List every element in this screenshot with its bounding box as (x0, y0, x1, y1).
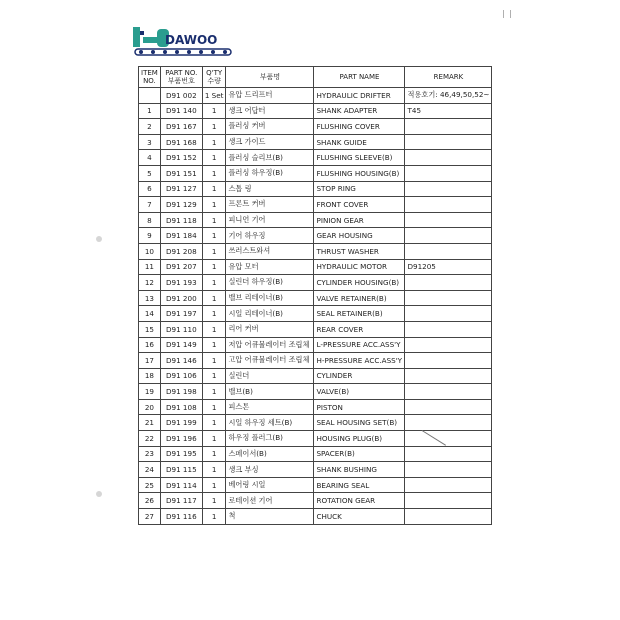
remark-cell (405, 228, 492, 244)
item-no-cell: 20 (139, 399, 161, 415)
table-row (139, 150, 492, 166)
header-remark: REMARK (405, 67, 492, 88)
table-row (139, 88, 492, 104)
item-no-cell: 10 (139, 243, 161, 259)
qty-cell: 1 (202, 321, 226, 337)
remark-cell (405, 399, 492, 415)
korean-name-cell: 밸브 리테이너(B) (226, 290, 314, 306)
part-name-cell: CHUCK (314, 509, 405, 525)
qty-cell: 1 (202, 462, 226, 478)
table-row (139, 431, 492, 447)
table-row (139, 399, 492, 415)
remark-cell (405, 275, 492, 291)
table-row (139, 384, 492, 400)
part-name-cell: SPACER(B) (314, 446, 405, 462)
item-no-cell: 14 (139, 306, 161, 322)
item-no-cell: 19 (139, 384, 161, 400)
part-name-cell: VALVE(B) (314, 384, 405, 400)
korean-name-cell: 섕크 어답터 (226, 103, 314, 119)
part-name-cell: HOUSING PLUG(B) (314, 431, 405, 447)
korean-name-cell: 스톱 링 (226, 181, 314, 197)
table-row (139, 462, 492, 478)
item-no-cell: 2 (139, 119, 161, 135)
qty-cell: 1 Set (202, 88, 226, 104)
part-name-cell: L-PRESSURE ACC.ASS'Y (314, 337, 405, 353)
remark-cell (405, 368, 492, 384)
item-no-cell: 21 (139, 415, 161, 431)
table-row (139, 275, 492, 291)
punch-hole (96, 236, 102, 242)
korean-name-cell: 고압 어큐뮬레이터 조립체 (226, 353, 314, 369)
item-no-cell: 4 (139, 150, 161, 166)
korean-name-cell: 유압 모터 (226, 259, 314, 275)
qty-cell: 1 (202, 415, 226, 431)
qty-cell: 1 (202, 477, 226, 493)
item-no-cell: 7 (139, 197, 161, 213)
table-row (139, 493, 492, 509)
part-name-cell: FLUSHING HOUSING(B) (314, 165, 405, 181)
korean-name-cell: 스페이서(B) (226, 446, 314, 462)
table-row (139, 228, 492, 244)
remark-cell (405, 353, 492, 369)
table-row (139, 119, 492, 135)
part-no-cell: D91 198 (160, 384, 202, 400)
punch-hole (96, 491, 102, 497)
part-name-cell: FRONT COVER (314, 197, 405, 213)
qty-cell: 1 (202, 181, 226, 197)
part-name-cell: H-PRESSURE ACC.ASS'Y (314, 353, 405, 369)
korean-name-cell: 피스톤 (226, 399, 314, 415)
table-row (139, 306, 492, 322)
item-no-cell: 17 (139, 353, 161, 369)
remark-cell (405, 243, 492, 259)
qty-cell: 1 (202, 446, 226, 462)
qty-cell: 1 (202, 275, 226, 291)
part-no-cell: D91 207 (160, 259, 202, 275)
remark-cell (405, 290, 492, 306)
item-no-cell: 6 (139, 181, 161, 197)
item-no-cell: 22 (139, 431, 161, 447)
korean-name-cell: 로테이션 기어 (226, 493, 314, 509)
qty-cell: 1 (202, 212, 226, 228)
korean-name-cell: 섕크 가이드 (226, 134, 314, 150)
parts-table (138, 66, 492, 525)
qty-cell: 1 (202, 150, 226, 166)
remark-cell (405, 446, 492, 462)
part-no-cell: D91 106 (160, 368, 202, 384)
item-no-cell: 8 (139, 212, 161, 228)
korean-name-cell: 실린더 (226, 368, 314, 384)
qty-cell: 1 (202, 431, 226, 447)
qty-cell: 1 (202, 228, 226, 244)
item-no-cell: 16 (139, 337, 161, 353)
remark-cell (405, 197, 492, 213)
part-no-cell: D91 117 (160, 493, 202, 509)
table-row (139, 243, 492, 259)
remark-cell (405, 134, 492, 150)
remark-cell (405, 337, 492, 353)
header-part-name: PART NAME (314, 67, 405, 88)
part-no-cell: D91 184 (160, 228, 202, 244)
parts-table-body (139, 88, 492, 525)
table-row (139, 477, 492, 493)
qty-cell: 1 (202, 353, 226, 369)
part-name-cell: GEAR HOUSING (314, 228, 405, 244)
item-no-cell: 12 (139, 275, 161, 291)
remark-cell (405, 321, 492, 337)
remark-cell: D91205 (405, 259, 492, 275)
item-no-cell: 9 (139, 228, 161, 244)
part-no-cell: D91 116 (160, 509, 202, 525)
remark-cell (405, 509, 492, 525)
part-no-cell: D91 002 (160, 88, 202, 104)
part-name-cell: CYLINDER HOUSING(B) (314, 275, 405, 291)
item-no-cell: 13 (139, 290, 161, 306)
part-name-cell: FLUSHING SLEEVE(B) (314, 150, 405, 166)
part-name-cell: SEAL HOUSING SET(B) (314, 415, 405, 431)
qty-cell: 1 (202, 384, 226, 400)
part-name-cell: FLUSHING COVER (314, 119, 405, 135)
part-name-cell: STOP RING (314, 181, 405, 197)
item-no-cell: 24 (139, 462, 161, 478)
remark-cell: 적용호기: 46,49,50,52~ (405, 88, 492, 104)
part-no-cell: D91 208 (160, 243, 202, 259)
part-name-cell: SHANK BUSHING (314, 462, 405, 478)
qty-cell: 1 (202, 103, 226, 119)
table-row (139, 509, 492, 525)
qty-cell: 1 (202, 509, 226, 525)
table-row (139, 197, 492, 213)
part-name-cell: PISTON (314, 399, 405, 415)
qty-cell: 1 (202, 165, 226, 181)
korean-name-cell: 시일 리테이너(B) (226, 306, 314, 322)
table-row (139, 368, 492, 384)
part-no-cell: D91 151 (160, 165, 202, 181)
qty-cell: 1 (202, 243, 226, 259)
table-row (139, 353, 492, 369)
korean-name-cell: 하우징 플러그(B) (226, 431, 314, 447)
qty-cell: 1 (202, 290, 226, 306)
remark-cell (405, 431, 492, 447)
remark-cell (405, 306, 492, 322)
item-no-cell: 27 (139, 509, 161, 525)
korean-name-cell: 척 (226, 509, 314, 525)
korean-name-cell: 베어링 시일 (226, 477, 314, 493)
korean-name-cell: 기어 하우징 (226, 228, 314, 244)
qty-cell: 1 (202, 259, 226, 275)
korean-name-cell: 피니언 기어 (226, 212, 314, 228)
table-row (139, 259, 492, 275)
part-no-cell: D91 196 (160, 431, 202, 447)
korean-name-cell: 유압 드리프터 (226, 88, 314, 104)
remark-cell (405, 415, 492, 431)
item-no-cell: 15 (139, 321, 161, 337)
part-no-cell: D91 197 (160, 306, 202, 322)
company-logo (133, 25, 233, 59)
part-no-cell: D91 199 (160, 415, 202, 431)
part-no-cell: D91 115 (160, 462, 202, 478)
remark-cell: T45 (405, 103, 492, 119)
table-row (139, 446, 492, 462)
part-name-cell: HYDRAULIC MOTOR (314, 259, 405, 275)
remark-cell (405, 384, 492, 400)
item-no-cell: 11 (139, 259, 161, 275)
header-korean-name: 부품명 (226, 67, 314, 88)
remark-cell (405, 181, 492, 197)
korean-name-cell: 플러싱 슬리브(B) (226, 150, 314, 166)
part-no-cell: D91 114 (160, 477, 202, 493)
remark-cell (405, 119, 492, 135)
table-row (139, 212, 492, 228)
part-no-cell: D91 195 (160, 446, 202, 462)
korean-name-cell: 프론트 커버 (226, 197, 314, 213)
table-row (139, 415, 492, 431)
korean-name-cell: 플러싱 커버 (226, 119, 314, 135)
remark-cell (405, 212, 492, 228)
part-no-cell: D91 108 (160, 399, 202, 415)
remark-cell (405, 477, 492, 493)
korean-name-cell: 쓰러스트와셔 (226, 243, 314, 259)
item-no-cell: 26 (139, 493, 161, 509)
remark-cell (405, 150, 492, 166)
part-no-cell: D91 167 (160, 119, 202, 135)
part-no-cell: D91 146 (160, 353, 202, 369)
part-no-cell: D91 168 (160, 134, 202, 150)
qty-cell: 1 (202, 197, 226, 213)
corner-mark (503, 10, 511, 18)
part-name-cell: HYDRAULIC DRIFTER (314, 88, 405, 104)
part-name-cell: SEAL RETAINER(B) (314, 306, 405, 322)
part-no-cell: D91 127 (160, 181, 202, 197)
item-no-cell: 5 (139, 165, 161, 181)
part-name-cell: REAR COVER (314, 321, 405, 337)
remark-cell (405, 493, 492, 509)
item-no-cell: 25 (139, 477, 161, 493)
part-name-cell: CYLINDER (314, 368, 405, 384)
item-no-cell (139, 88, 161, 104)
remark-cell (405, 165, 492, 181)
header-item-no: ITEM NO. (139, 67, 161, 88)
part-name-cell: PINION GEAR (314, 212, 405, 228)
logo-text: DAWOO (165, 33, 218, 47)
table-row (139, 337, 492, 353)
item-no-cell: 1 (139, 103, 161, 119)
korean-name-cell: 저압 어큐뮬레이터 조립체 (226, 337, 314, 353)
qty-cell: 1 (202, 119, 226, 135)
table-row (139, 165, 492, 181)
qty-cell: 1 (202, 306, 226, 322)
part-no-cell: D91 118 (160, 212, 202, 228)
table-row (139, 290, 492, 306)
part-no-cell: D91 110 (160, 321, 202, 337)
table-row (139, 103, 492, 119)
table-header-row (139, 67, 492, 88)
header-part-no: PART NO. 부품번호 (160, 67, 202, 88)
table-row (139, 134, 492, 150)
part-name-cell: SHANK GUIDE (314, 134, 405, 150)
part-name-cell: ROTATION GEAR (314, 493, 405, 509)
qty-cell: 1 (202, 337, 226, 353)
korean-name-cell: 리어 커버 (226, 321, 314, 337)
table-row (139, 321, 492, 337)
item-no-cell: 18 (139, 368, 161, 384)
korean-name-cell: 시일 하우징 세트(B) (226, 415, 314, 431)
item-no-cell: 23 (139, 446, 161, 462)
qty-cell: 1 (202, 493, 226, 509)
korean-name-cell: 실린더 하우징(B) (226, 275, 314, 291)
part-no-cell: D91 193 (160, 275, 202, 291)
part-name-cell: SHANK ADAPTER (314, 103, 405, 119)
korean-name-cell: 밸브(B) (226, 384, 314, 400)
qty-cell: 1 (202, 399, 226, 415)
part-no-cell: D91 152 (160, 150, 202, 166)
part-no-cell: D91 129 (160, 197, 202, 213)
korean-name-cell: 섕크 부싱 (226, 462, 314, 478)
qty-cell: 1 (202, 134, 226, 150)
korean-name-cell: 플러싱 하우징(B) (226, 165, 314, 181)
part-no-cell: D91 200 (160, 290, 202, 306)
part-name-cell: THRUST WASHER (314, 243, 405, 259)
remark-cell (405, 462, 492, 478)
header-qty: Q'TY 수량 (202, 67, 226, 88)
part-no-cell: D91 140 (160, 103, 202, 119)
part-name-cell: BEARING SEAL (314, 477, 405, 493)
table-row (139, 181, 492, 197)
item-no-cell: 3 (139, 134, 161, 150)
part-no-cell: D91 149 (160, 337, 202, 353)
part-name-cell: VALVE RETAINER(B) (314, 290, 405, 306)
qty-cell: 1 (202, 368, 226, 384)
